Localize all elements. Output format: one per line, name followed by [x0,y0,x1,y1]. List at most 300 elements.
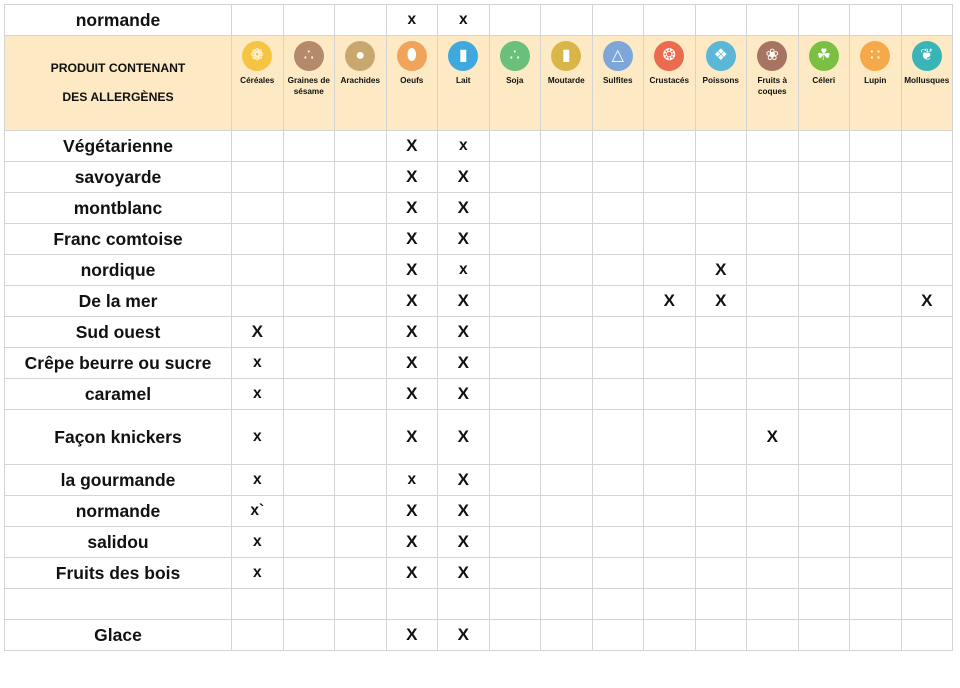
allergen-mark-cell: x [232,379,284,410]
allergen-label: Oeufs [400,76,424,85]
table-row [5,193,953,224]
allergen-mark-cell [489,465,541,496]
allergen-mark-cell [283,131,335,162]
allergen-label: Fruits à coques [757,76,788,96]
allergen-mark-cell: X [644,286,696,317]
allergen-mark-cell: X [438,193,490,224]
allergen-mark-cell [283,558,335,589]
allergen-mark-cell [386,589,438,620]
allergen-mark-cell [747,317,799,348]
allergen-mark-cell [541,224,593,255]
allergen-mark-cell: X [438,224,490,255]
allergen-label: Poissons [702,76,739,85]
allergen-mark-cell [283,620,335,651]
allergen-mark-cell: X [438,527,490,558]
allergen-mark-cell [850,255,902,286]
allergen-label: Moutarde [547,76,585,85]
allergen-mark-cell [850,527,902,558]
allergen-mark-cell [798,286,850,317]
allergen-mark-cell: X [438,286,490,317]
dish-name: normande [5,496,232,527]
allergen-mark-cell [747,496,799,527]
dish-name: Végétarienne [5,131,232,162]
allergen-mark-cell [747,224,799,255]
allergen-mark-cell [541,131,593,162]
allergen-mark-cell [644,558,696,589]
allergen-header [232,36,284,131]
allergen-mark-cell: X [438,620,490,651]
allergen-mark-cell [592,410,644,465]
allergen-mark-cell [695,410,747,465]
allergen-mark-cell [850,589,902,620]
allergen-mark-cell: X [386,620,438,651]
allergen-mark-cell: x [232,348,284,379]
header-title-line2: DES ALLERGÈNES [62,90,174,104]
allergen-mark-cell [644,255,696,286]
allergen-mark-cell [335,527,387,558]
allergen-mark-cell: X [438,558,490,589]
allergen-mark-cell [335,5,387,36]
peanut-icon [345,41,375,71]
allergen-mark-cell [901,527,953,558]
allergen-mark-cell [335,162,387,193]
allergen-mark-cell [283,496,335,527]
allergen-mark-cell [592,162,644,193]
allergen-label: Soja [506,76,524,85]
allergen-mark-cell [850,317,902,348]
allergen-mark-cell [798,162,850,193]
allergen-mark-cell [644,589,696,620]
allergen-mark-cell [541,162,593,193]
allergen-mark-cell [541,255,593,286]
allergen-mark-cell: X [386,224,438,255]
table-row [5,5,953,36]
allergen-label: Mollusques [904,76,950,85]
allergen-mark-cell [489,131,541,162]
crab-icon [654,41,684,71]
table-row [5,224,953,255]
allergen-mark-cell [592,255,644,286]
allergen-mark-cell [489,348,541,379]
allergen-mark-cell [335,379,387,410]
allergen-header [798,36,850,131]
allergen-mark-cell [798,589,850,620]
allergen-mark-cell [541,465,593,496]
allergen-mark-cell: X [386,131,438,162]
table-row [5,379,953,410]
allergen-mark-cell [335,410,387,465]
allergen-mark-cell [232,255,284,286]
allergen-mark-cell [592,465,644,496]
table-row [5,496,953,527]
allergen-mark-cell [798,527,850,558]
allergen-mark-cell [489,496,541,527]
allergen-mark-cell [592,620,644,651]
header-title [5,36,232,131]
allergen-table [4,4,953,651]
allergen-mark-cell [747,193,799,224]
peanut-icon-glyph: ● [355,47,366,64]
allergen-mark-cell [335,224,387,255]
table-row [5,348,953,379]
celery-icon [809,41,839,71]
allergen-mark-cell [592,527,644,558]
allergen-mark-cell [489,620,541,651]
allergen-mark-cell [232,193,284,224]
allergen-mark-cell [747,162,799,193]
mustard-icon [551,41,581,71]
allergen-mark-cell [644,465,696,496]
allergen-mark-cell [283,162,335,193]
allergen-mark-cell [747,131,799,162]
allergen-mark-cell [592,496,644,527]
dish-name: nordique [5,255,232,286]
allergen-mark-cell [644,496,696,527]
allergen-mark-cell: x [438,131,490,162]
dish-name: Franc comtoise [5,224,232,255]
allergen-mark-cell [541,5,593,36]
table-row [5,465,953,496]
allergen-mark-cell [901,379,953,410]
allergen-mark-cell: x [438,255,490,286]
allergen-mark-cell [901,131,953,162]
allergen-mark-cell [798,496,850,527]
allergen-mark-cell [850,193,902,224]
allergen-label: Lupin [864,76,887,85]
allergen-mark-cell [901,162,953,193]
allergen-mark-cell [335,193,387,224]
allergen-mark-cell [695,5,747,36]
table-row [5,255,953,286]
dish-name: Crêpe beurre ou sucre [5,348,232,379]
allergen-label: Crustacés [649,76,690,85]
allergen-header-row [5,36,953,131]
sesame-icon [294,41,324,71]
mustard-icon-glyph: ▮ [561,47,571,64]
allergen-mark-cell [438,589,490,620]
table-row [5,131,953,162]
allergen-mark-cell: X [438,410,490,465]
allergen-mark-cell: X [747,410,799,465]
allergen-mark-cell [489,410,541,465]
allergen-mark-cell [695,620,747,651]
allergen-mark-cell [644,131,696,162]
dish-name: Sud ouest [5,317,232,348]
allergen-mark-cell: X [438,317,490,348]
table-row [5,589,953,620]
allergen-mark-cell: X [438,496,490,527]
allergen-mark-cell [695,589,747,620]
sulfites-icon [603,41,633,71]
allergen-mark-cell: X [386,162,438,193]
fish-icon-glyph: ❖ [713,47,728,64]
lupin-icon [860,41,890,71]
allergen-header [386,36,438,131]
allergen-mark-cell [541,193,593,224]
allergen-mark-cell [850,410,902,465]
allergen-header [747,36,799,131]
allergen-mark-cell [283,379,335,410]
allergen-mark-cell [644,317,696,348]
allergen-mark-cell: x [232,527,284,558]
allergen-mark-cell [644,348,696,379]
allergen-mark-cell [592,589,644,620]
allergen-mark-cell [335,465,387,496]
allergen-mark-cell [850,162,902,193]
allergen-mark-cell [232,620,284,651]
allergen-mark-cell [644,5,696,36]
allergen-mark-cell [850,348,902,379]
allergen-mark-cell: X [386,379,438,410]
allergen-mark-cell: X [386,558,438,589]
allergen-mark-cell [335,348,387,379]
allergen-mark-cell: x [438,5,490,36]
allergen-mark-cell [283,224,335,255]
allergen-mark-cell [283,527,335,558]
dish-name: la gourmande [5,465,232,496]
allergen-mark-cell [901,5,953,36]
allergen-mark-cell [695,496,747,527]
allergen-mark-cell: X [386,527,438,558]
allergen-mark-cell [489,193,541,224]
allergen-mark-cell [644,224,696,255]
allergen-mark-cell [850,496,902,527]
allergen-mark-cell [541,286,593,317]
allergen-mark-cell [489,527,541,558]
allergen-mark-cell: X [386,496,438,527]
allergen-header [850,36,902,131]
allergen-mark-cell [901,317,953,348]
allergen-mark-cell [644,379,696,410]
allergen-mark-cell [541,410,593,465]
allergen-mark-cell [798,255,850,286]
allergen-mark-cell: X [695,286,747,317]
allergen-mark-cell [592,379,644,410]
allergen-mark-cell [283,317,335,348]
allergen-mark-cell [798,410,850,465]
allergen-mark-cell [747,255,799,286]
allergen-mark-cell [644,620,696,651]
allergen-mark-cell [489,162,541,193]
allergen-header [592,36,644,131]
allergen-mark-cell [592,131,644,162]
allergen-mark-cell [695,317,747,348]
allergen-header [695,36,747,131]
allergen-mark-cell [232,131,284,162]
dish-name: caramel [5,379,232,410]
allergen-mark-cell [541,317,593,348]
allergen-mark-cell [335,286,387,317]
fish-icon [706,41,736,71]
allergen-mark-cell [541,527,593,558]
allergen-mark-cell [592,5,644,36]
allergen-mark-cell: X [438,162,490,193]
allergen-label: Graines de sésame [287,76,330,96]
allergen-mark-cell [747,286,799,317]
allergen-mark-cell [592,286,644,317]
allergen-mark-cell: x [232,410,284,465]
allergen-mark-cell [592,348,644,379]
allergen-mark-cell [798,558,850,589]
allergen-mark-cell [850,224,902,255]
allergen-mark-cell [541,558,593,589]
allergen-mark-cell [283,348,335,379]
allergen-header [438,36,490,131]
wheat-icon-glyph: ❁ [250,47,264,64]
allergen-mark-cell [747,5,799,36]
allergen-mark-cell [798,317,850,348]
allergen-mark-cell [901,255,953,286]
shell-icon-glyph: ❦ [920,47,934,64]
allergen-mark-cell: x [232,558,284,589]
allergen-mark-cell [901,558,953,589]
allergen-mark-cell [747,465,799,496]
allergen-mark-cell [695,131,747,162]
allergen-mark-cell [232,162,284,193]
allergen-mark-cell [644,193,696,224]
allergen-mark-cell [489,286,541,317]
allergen-mark-cell [592,317,644,348]
allergen-mark-cell [798,193,850,224]
allergen-mark-cell [695,558,747,589]
table-row [5,527,953,558]
allergen-mark-cell: X [232,317,284,348]
allergen-mark-cell [335,317,387,348]
allergen-mark-cell [901,465,953,496]
allergen-mark-cell [283,193,335,224]
allergen-mark-cell [695,348,747,379]
dish-name: savoyarde [5,162,232,193]
allergen-mark-cell [644,410,696,465]
soy-icon-glyph: ∴ [509,47,520,64]
allergen-label: Sulfites [602,76,633,85]
allergen-label: Arachides [340,76,381,85]
allergen-mark-cell [798,379,850,410]
allergen-mark-cell [901,224,953,255]
allergen-mark-cell [335,620,387,651]
allergen-mark-cell [232,224,284,255]
allergen-mark-cell [798,465,850,496]
allergen-mark-cell [798,348,850,379]
allergen-label: Lait [455,76,471,85]
allergen-mark-cell [850,620,902,651]
table-row [5,286,953,317]
allergen-mark-cell [283,589,335,620]
sulfites-icon-glyph: △ [611,47,624,64]
dish-name: Fruits des bois [5,558,232,589]
allergen-mark-cell [541,496,593,527]
allergen-mark-cell [798,620,850,651]
allergen-mark-cell [850,131,902,162]
allergen-mark-cell [747,558,799,589]
allergen-mark-cell [232,589,284,620]
allergen-mark-cell [489,317,541,348]
allergen-mark-cell [283,5,335,36]
sesame-icon-glyph: ∴ [303,47,314,64]
milk-icon-glyph: ▮ [458,47,468,64]
allergen-mark-cell [901,589,953,620]
allergen-header [901,36,953,131]
egg-icon-glyph: ⬮ [406,47,417,64]
allergen-mark-cell [592,224,644,255]
allergen-mark-cell: X [438,379,490,410]
allergen-mark-cell [901,620,953,651]
celery-icon-glyph: ☘ [816,47,831,64]
allergen-label: Céréales [240,76,275,85]
allergen-header [335,36,387,131]
allergen-mark-cell [283,286,335,317]
dish-name: normande [5,5,232,36]
allergen-mark-cell [850,5,902,36]
allergen-mark-cell [695,379,747,410]
allergen-mark-cell [747,589,799,620]
allergen-mark-cell [283,410,335,465]
allergen-mark-cell: X [386,286,438,317]
allergen-mark-cell [489,558,541,589]
header-title-line1: PRODUIT CONTENANT [50,61,186,75]
soy-icon [500,41,530,71]
allergen-mark-cell [798,131,850,162]
allergen-mark-cell [747,348,799,379]
allergen-mark-cell: X [386,193,438,224]
allergen-mark-cell [541,620,593,651]
allergen-mark-cell [901,348,953,379]
allergen-header [489,36,541,131]
allergen-mark-cell [644,162,696,193]
table-row [5,162,953,193]
allergen-mark-cell [232,5,284,36]
dish-name: montblanc [5,193,232,224]
nuts-icon-glyph: ❀ [765,47,779,64]
dish-name: Glace [5,620,232,651]
allergen-mark-cell [489,589,541,620]
allergen-mark-cell [592,558,644,589]
allergen-mark-cell [850,465,902,496]
dish-name [5,589,232,620]
allergen-mark-cell: X [386,317,438,348]
allergen-mark-cell [335,255,387,286]
allergen-mark-cell [695,527,747,558]
shell-icon [912,41,942,71]
table-row [5,410,953,465]
table-row [5,317,953,348]
table-row [5,620,953,651]
allergen-mark-cell [901,193,953,224]
allergen-label: Céleri [812,76,836,85]
allergen-mark-cell [541,379,593,410]
allergen-mark-cell [695,224,747,255]
allergen-mark-cell [644,527,696,558]
allergen-mark-cell [850,379,902,410]
allergen-mark-cell: X [695,255,747,286]
allergen-mark-cell [747,620,799,651]
allergen-mark-cell [798,5,850,36]
allergen-mark-cell: x [386,5,438,36]
allergen-mark-cell [850,286,902,317]
allergen-mark-cell [489,255,541,286]
allergen-mark-cell [695,193,747,224]
allergen-mark-cell: X [386,410,438,465]
allergen-mark-cell [695,465,747,496]
allergen-mark-cell [489,379,541,410]
dish-name: De la mer [5,286,232,317]
allergen-mark-cell [283,465,335,496]
allergen-mark-cell [541,348,593,379]
allergen-mark-cell: X [438,465,490,496]
allergen-mark-cell [592,193,644,224]
allergen-mark-cell [798,224,850,255]
allergen-mark-cell [850,558,902,589]
